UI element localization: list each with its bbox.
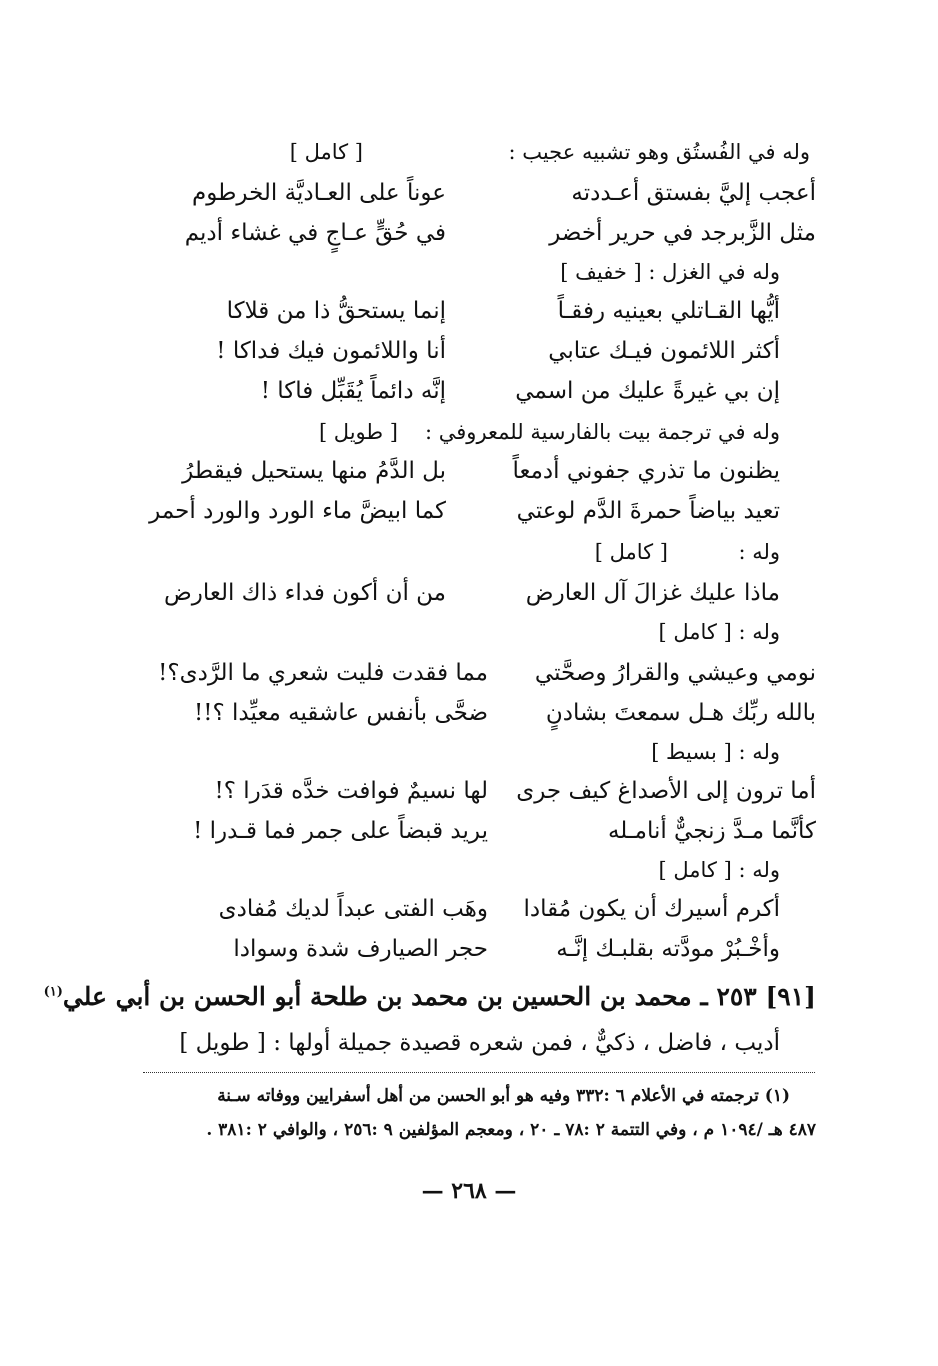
meter-label: [ كامل ]	[594, 540, 668, 564]
entry-name: ـ محمد بن الحسين بن محمد بن طلحة أبو الحسن بن أبي علي	[62, 982, 708, 1011]
verse-second-half: لها نسيمٌ فوافت خدَّه قدَرا ؟!	[214, 778, 488, 804]
verse-second-half: أنا واللائمون فيك فداكا !	[216, 338, 446, 364]
verse-second-half: وهَب الفتى عبداً لديك مُفادى	[218, 896, 488, 922]
poem-intro: وله : [ كامل ]	[658, 620, 780, 644]
entry-number: [٩١] ٢٥٣	[716, 982, 816, 1011]
verse-second-half: إنَّه دائماً يُقَبِّل فاكا !	[260, 378, 446, 404]
verse-first-half: كأنَّما مـدَّ زنجيٌّ أنامـله	[607, 818, 816, 844]
meter-label: [ طويل ]	[318, 420, 398, 444]
verse-first-half: يظنون ما تذري جفوني أدمعاً	[512, 458, 780, 484]
verse-second-half: بل الدَّمُ منها يستحيل فيقطرُ	[182, 458, 446, 484]
verse-first-half: أعجب إليَّ بفستق أعـددته	[571, 180, 816, 206]
verse-first-half: نومي وعيشي والقرارُ وصحَّتي	[534, 660, 816, 686]
verse-first-half: أيُّها القـاتلي بعينيه رفقـاً	[557, 298, 780, 324]
verse-second-half: إنما يستحقُّ ذا من قلاكا	[226, 298, 446, 324]
poem-intro: وله في ترجمة بيت بالفارسية للمعروفي :	[425, 420, 780, 444]
verse-second-half: في حُقٍّ عـاجٍ في غشاء أديم	[184, 220, 446, 246]
footnote-line: (١) ترجمته في الأعلام ٦ :٣٣٢ وفيه هو أبو الحسن من أهل أسفرايين ووفاته سـنة	[217, 1086, 790, 1106]
page-number: — ٢٦٨ —	[421, 1178, 517, 1204]
verse-first-half: تعيد بياضاً حمرةَ الدَّم لوعتي	[516, 498, 780, 524]
footnote-separator	[143, 1072, 815, 1073]
footnote-line: ٤٨٧ هـ /١٠٩٤ م ، وفي التتمة ٢ :٧٨ ـ ٢٠ ، ومعجم المؤلفين ٩ :٢٥٦ ، والوافي ٢ :٣٨١ .	[206, 1120, 816, 1140]
verse-first-half: أما ترون إلى الأصداغ كيف جرى	[516, 778, 816, 804]
verse-second-half: حجر الصيارف شدة وسوادا	[233, 936, 488, 962]
verse-first-half: وأخْـبُرْ مودَّته بقلبـك إنَّـه	[556, 936, 780, 962]
verse-second-half: ضحَّى بأنفس عاشقيه معيِّدا ؟!!	[194, 700, 488, 726]
poem-intro: وله في الغزل : [ خفيف ]	[560, 260, 780, 284]
verse-second-half: يريد قبضاً على جمر فما قـدرا !	[193, 818, 488, 844]
verse-first-half: إن بي غيرةً عليك من اسمي	[515, 378, 780, 404]
poem-intro: وله في الفُستُق وهو تشبيه عجيب :	[508, 140, 810, 164]
verse-first-half: بالله ربِّك هـل سمعتَ بشادنٍ	[545, 700, 816, 726]
meter-label: [ كامل ]	[289, 140, 363, 164]
verse-first-half: أكثر اللائمون فيـك عتابي	[548, 338, 780, 364]
verse-first-half: مثل الزَّبرجد في حرير أخضر	[549, 220, 816, 246]
entry-description: أديب ، فاضل ، ذكيٌّ ، فمن شعره قصيدة جميلة أولها : [ طويل ]	[179, 1030, 780, 1056]
verse-second-half: عوناً على العـاديَّة الخرطوم	[191, 180, 446, 206]
verse-first-half: أكرم أسيرك أن يكون مُقادا	[523, 896, 780, 922]
poem-intro: وله :	[738, 540, 780, 564]
poem-intro: وله : [ كامل ]	[658, 858, 780, 882]
entry-heading	[44, 982, 816, 1011]
verse-second-half: من أن أكون فداء ذاك العارض	[163, 580, 446, 606]
verse-first-half: ماذا عليك غزالَ آل العارض	[525, 580, 780, 606]
verse-second-half: مما فقدت فليت شعري ما الرَّدى؟!	[158, 660, 488, 686]
footnote-ref: (١)	[43, 984, 63, 1000]
verse-second-half: كما ابيضَّ ماء الورد والورد أحمر	[149, 498, 446, 524]
poem-intro: وله : [ بسيط ]	[651, 740, 780, 764]
